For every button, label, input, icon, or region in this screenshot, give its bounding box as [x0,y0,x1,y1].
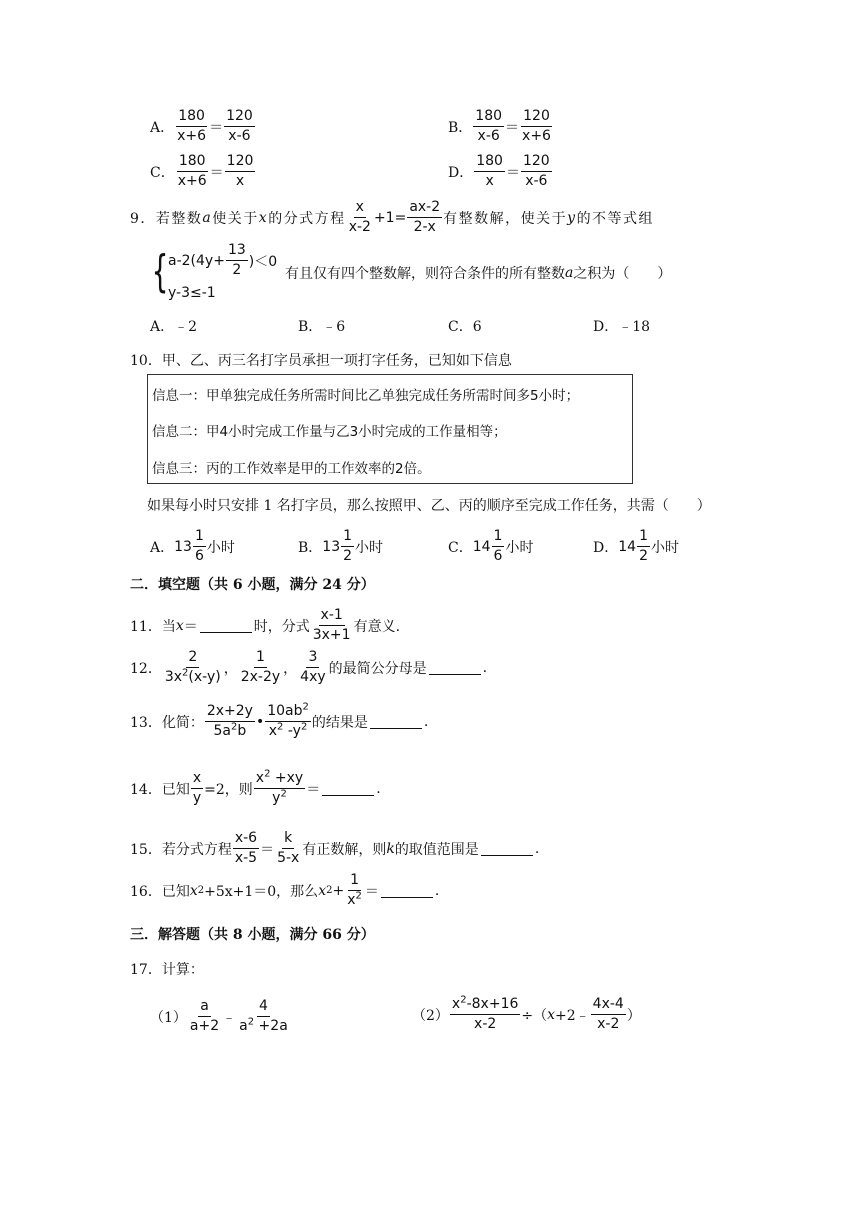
q15: 15．若分式方程 $\frac{x-6}{x-5}$ ＝ $\frac{k}{5-x}$ 有正数解，则 k 的取值范围是 . [130,830,540,866]
q9-inequality-system [146,242,277,301]
q17-part-1: （1） $\frac{a}{a+2}$ ﹣ $\frac{4}{a^2 +2a}$ [150,998,288,1034]
q10-question: 如果每小时只安排 1 名打字员，那么按照甲、乙、丙的顺序至完成工作任务，共需（ ） [147,498,711,514]
q9-option-a: A．﹣2 [150,319,198,335]
inequality-1: a-2(4y+ $\frac{13}{2}$ )＜0 [168,242,278,278]
q9-stem: 9．若整数 a 使关于 x 的分式方程 $\frac{x}{x-2}$ +1= $\frac{ax-2}{2-x}$ 有整数解，使关于 y 的不等式组 [130,199,655,235]
q10-option-c: C． 14 $\frac{1}{6}$ 小时 [448,528,534,564]
q11: 11．当 x ＝ 时，分式 $\frac{x-1}{3x+1}$ 有意义. [130,607,401,643]
q10-stem: 10．甲、乙、丙三名打字员承担一项打字任务，已知如下信息 [130,353,512,369]
q12: 12． $\frac{2}{3x^2(x-y)}$ ， $\frac{1}{2x-2y}$ ， $\frac{3}{4xy}$ 的最简公分母是 . [130,649,488,685]
info-line-3: 信息三：丙的工作效率是甲的工作效率的2倍。 [152,461,431,477]
option-label: D． [448,164,474,181]
q8-option-d: D． $\frac{180}{x}$ ＝ $\frac{120}{x-6}$ [448,153,550,189]
section-2-heading: 二．填空题（共 6 小题，满分 24 分） [130,577,375,593]
inequality-2: y-3≤-1 [168,285,216,301]
answer-blank[interactable] [429,660,481,675]
answer-blank[interactable] [381,883,433,898]
q13: 13．化简： $\frac{2x+2y}{5a^2b}$ • $\frac{10ab^2}{x^2 -y^2}$ 的结果是 . [130,701,429,739]
q9-option-b: B．﹣6 [298,319,346,335]
q9-stem-2: 有且仅有四个整数解，则符合条件的所有整数 a 之积为（ ） [285,265,672,282]
q10-option-b: B． 13 $\frac{1}{2}$ 小时 [298,528,384,564]
option-label: A． [150,119,175,136]
q17-stem: 17．计算： [130,962,204,978]
q14: 14．已知 $\frac{x}{y}$ =2，则 $\frac{x^2 +xy}{y^2}$ ＝ . [130,768,381,806]
answer-blank[interactable] [200,618,252,633]
info-box [147,374,633,484]
q16: 16．已知 x 2 +5x+1＝0，那么 x 2 + $\frac{1}{x^2}$ ＝ . [130,872,440,908]
q8-option-a: A． $\frac{180}{x+6}$ ＝ $\frac{120}{x-6}$ [150,108,253,144]
section-3-heading: 三．解答题（共 8 小题，满分 66 分） [130,927,375,943]
q9-option-c: C．6 [448,319,482,335]
q10-option-d: D． 14 $\frac{1}{2}$ 小时 [593,528,679,564]
answer-blank[interactable] [322,781,374,796]
q8-option-b: B． $\frac{180}{x-6}$ ＝ $\frac{120}{x+6}$ [448,108,551,144]
option-label: B． [448,119,473,136]
q10-option-a: A． 13 $\frac{1}{6}$ 小时 [150,528,235,564]
answer-blank[interactable] [370,714,422,729]
q8-option-c: C． $\frac{180}{x+6}$ ＝ $\frac{120}{x}$ [150,153,254,189]
answer-blank[interactable] [481,841,533,856]
option-label: C． [150,164,175,181]
q9-option-d: D．﹣18 [593,319,651,335]
info-line-2: 信息二：甲4小时完成工作量与乙3小时完成的工作量相等； [152,424,507,440]
info-line-1: 信息一：甲单独完成任务所需时间比乙单独完成任务所需时间多5小时； [152,388,580,404]
q17-part-2: （2） $\frac{x^2-8x+16}{x-2}$ ÷（ x +2﹣ $\frac{4x-4}{x-2}$ ） [412,994,641,1032]
brace-icon: { [151,245,169,297]
